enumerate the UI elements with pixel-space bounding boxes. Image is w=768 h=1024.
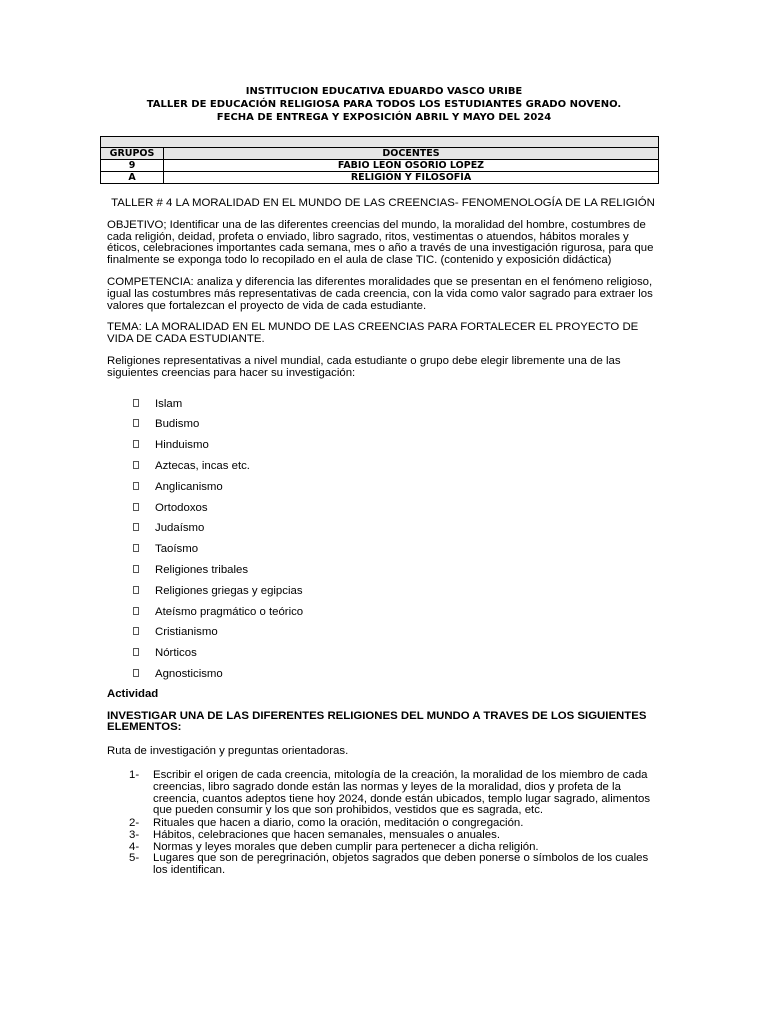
religion-label: Nórticos [155,647,197,660]
item-text: Escribir el origen de cada creencia, mitología de la creación, la moralidad de los miembro de cada creencias, libro sagrado donde están las normas y leyes de la moralidad, dios y profeta de la creencia, cuantos adeptos tiene hoy 2024, donde están ubicados, templo lugar sagrado, alimentos que pueden consumir y los que son prohibidos, vestidos que es sagrada, etc. [153,768,651,817]
religion-label: Aztecas, incas etc. [155,459,250,472]
item-number: 5- [129,852,140,865]
bullet-box-icon [133,503,139,511]
bullet-box-icon [133,607,139,615]
list-item [107,647,659,668]
list-item [107,418,659,439]
religion-label: Islam [155,397,183,410]
list-item [107,564,659,585]
list-item [107,668,659,689]
table-cell: 9 [101,160,164,172]
bullet-box-icon [133,482,139,490]
competencia-paragraph: COMPETENCIA: analiza y diferencia las diferentes moralidades que se presentan en el fenómeno religioso, igual las costumbres más representativas de cada creencia, con la vida como valor sagrado para extraer los valores que fortalezcan el proyecto de vida de cada estudiante. [107,275,653,312]
col-header-grupos: GRUPOS [101,148,164,160]
research-items-list [107,770,659,877]
item-number: 2- [129,817,140,830]
item-text: Rituales que hacen a diario, como la oración, meditación o congregación. [153,817,524,830]
table-row [101,160,659,172]
list-item [107,585,659,606]
list-item [107,460,659,481]
investigar-heading: INVESTIGAR UNA DE LAS DIFERENTES RELIGIONES DEL MUNDO A TRAVES DE LOS SIGUIENTES ELEMENTOS: [107,709,647,734]
list-item [107,502,659,523]
religion-label: Budismo [155,418,200,431]
religion-label: Judaísmo [155,522,205,535]
workshop-name: TALLER DE EDUCACIÓN RELIGIOSA PARA TODOS LOS ESTUDIANTES GRADO NOVENO. [146,99,622,110]
tema-paragraph: TEMA: LA MORALIDAD EN EL MUNDO DE LAS CREENCIAS PARA FORTALECER EL PROYECTO DE VIDA DE CADA ESTUDIANTE. [107,321,639,346]
bullet-box-icon [133,669,139,677]
document-header [0,85,768,124]
list-item [107,398,659,419]
religion-label: Cristianismo [155,626,218,639]
religion-label: Hinduismo [155,439,209,452]
religion-label: Taoísmo [155,543,199,556]
item-text: Normas y leyes morales que deben cumplir para pertenecer a dicha religión. [153,840,539,853]
table-row [101,172,659,184]
table-cell: RELIGIÓN Y FILOSOFÍA [164,172,659,184]
item-number: 3- [129,828,140,841]
col-header-docentes: DOCENTES [164,148,659,160]
bullet-box-icon [133,419,139,427]
list-item [107,522,659,543]
religion-label: Religiones tribales [155,563,249,576]
bullet-box-icon [133,461,139,469]
item-text: Hábitos, celebraciones que hacen semanales, mensuales o anuales. [153,828,500,841]
bullet-box-icon [133,399,139,407]
intro-paragraph: Religiones representativas a nivel mundial, cada estudiante o grupo debe elegir libremente una de las siguientes creencias para hacer su investigación: [107,354,621,379]
religions-list [107,398,659,689]
religion-label: Ortodoxos [155,501,208,514]
table-cell: FABIO LEON OSORIO LOPEZ [164,160,659,172]
table-cell: A [101,172,164,184]
list-item [107,626,659,647]
workshop-title: TALLER # 4 LA MORALIDAD EN EL MUNDO DE LAS CREENCIAS- FENOMENOLOGÍA DE LA RELIGIÓN [111,197,655,209]
item-text: Lugares que son de peregrinación, objetos sagrados que deben ponerse o símbolos de los cuales los identifican. [153,852,649,877]
actividad-heading: Actividad [107,687,159,700]
table-blank-row [101,137,659,148]
bullet-box-icon [133,627,139,635]
bullet-box-icon [133,544,139,552]
delivery-date: FECHA DE ENTREGA Y EXPOSICIÓN ABRIL Y MAYO DEL 2024 [216,112,552,123]
bullet-box-icon [133,523,139,531]
bullet-box-icon [133,586,139,594]
item-number: 1- [129,768,140,781]
bullet-box-icon [133,648,139,656]
religion-label: Anglicanismo [155,480,223,493]
list-item [107,770,659,817]
list-item [107,543,659,564]
groups-table [100,136,659,184]
list-item [107,606,659,627]
document-body [107,198,659,877]
school-name: INSTITUCION EDUCATIVA EDUARDO VASCO URIBE [245,86,523,97]
list-item [107,439,659,460]
objetivo-paragraph: OBJETIVO; Identificar una de las diferentes creencias del mundo, la moralidad del hombre, costumbres de cada religión, deidad, profeta o enviado, libro sagrado, ritos, vestimentas o atuendos, hábitos morales y éticos, celebraciones importantes cada semana, mes o año a través de una investigación rigurosa, para que finalmente se exponga todo lo recopilado en el aula de clase TIC. (contenido y exposición didáctica) [107,218,654,267]
religion-label: Agnosticismo [155,667,223,680]
religion-label: Ateísmo pragmático o teórico [155,605,304,618]
list-item [107,481,659,502]
ruta-paragraph: Ruta de investigación y preguntas orientadoras. [107,745,349,758]
religion-label: Religiones griegas y egipcias [155,584,303,597]
list-item [107,853,659,877]
bullet-box-icon [133,565,139,573]
table-header-row [101,148,659,160]
bullet-box-icon [133,440,139,448]
item-number: 4- [129,840,140,853]
